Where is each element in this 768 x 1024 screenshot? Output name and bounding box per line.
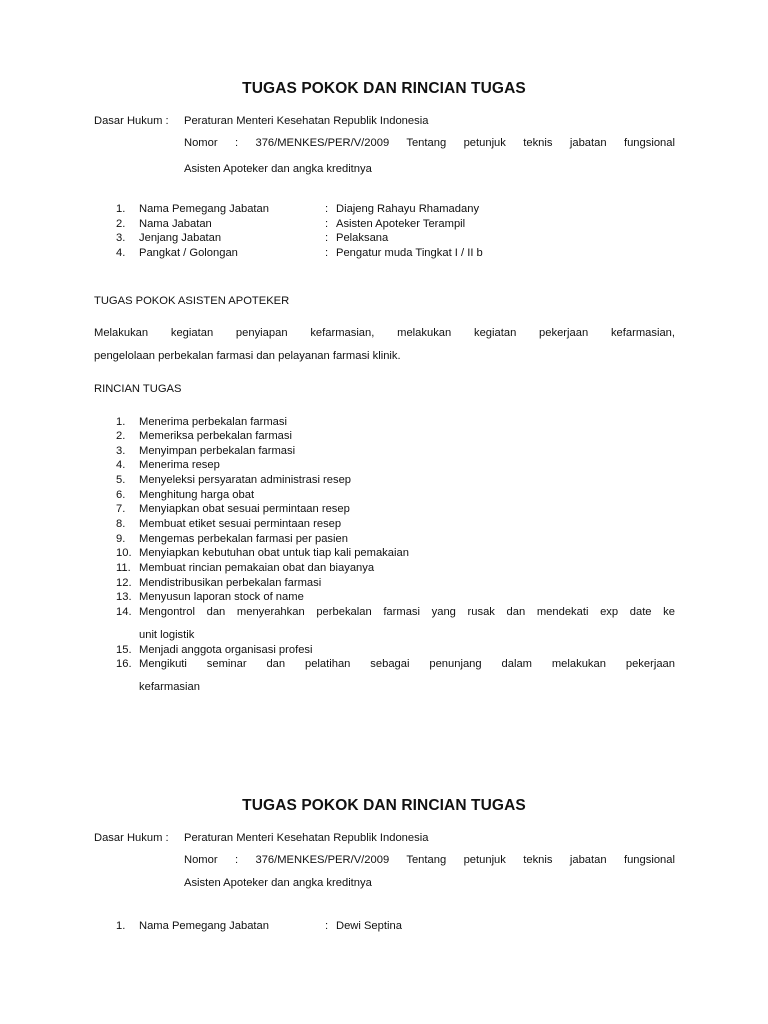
rincian-item: Menerima resep [139,459,220,471]
dasar-hukum-line-3: Asisten Apoteker dan angka kreditnya [184,163,372,175]
dasar-hukum-line-2: Nomor : 376/MENKES/PER/V/2009 Tentang petunjuk teknis jabatan fungsional [184,854,675,866]
rincian-item-continuation: kefarmasian [139,681,200,693]
document-2 [0,760,768,1024]
identitas-number: 4. [116,247,126,259]
rincian-item: Mengemas perbekalan farmasi per pasien [139,533,348,545]
rincian-number: 3. [116,445,126,457]
identitas-value: Dewi Septina [336,920,402,932]
identitas-number: 1. [116,920,126,932]
rincian-item: Mendistribusikan perbekalan farmasi [139,577,322,589]
identitas-colon: : [325,247,329,259]
rincian-item: Menghitung harga obat [139,489,255,501]
identitas-number: 2. [116,218,126,230]
rincian-item: Mengontrol dan menyerahkan perbekalan farmasi yang rusak dan mendekati exp date ke [139,606,675,618]
identitas-value: Asisten Apoteker Terampil [336,218,466,230]
rincian-number: 2. [116,430,126,442]
identitas-colon: : [325,203,329,215]
rincian-item: Membuat etiket sesuai permintaan resep [139,518,342,530]
rincian-number: 4. [116,459,126,471]
rincian-item: Menjadi anggota organisasi profesi [139,644,313,656]
rincian-number: 13. [116,591,132,603]
identitas-label: Nama Jabatan [139,218,212,230]
rincian-item: Menerima perbekalan farmasi [139,416,287,428]
rincian-item: Membuat rincian pemakaian obat dan biayanya [139,562,375,574]
rincian-item: Menyiapkan obat sesuai permintaan resep [139,503,350,515]
dasar-hukum-line-1: Peraturan Menteri Kesehatan Republik Indonesia [184,832,429,844]
dasar-hukum-label: Dasar Hukum : [94,115,169,127]
rincian-item: Mengikuti seminar dan pelatihan sebagai penunjang dalam melakukan pekerjaan [139,658,675,670]
identitas-label: Nama Pemegang Jabatan [139,203,269,215]
document-title: TUGAS POKOK DAN RINCIAN TUGAS [242,797,526,814]
rincian-number: 7. [116,503,126,515]
identitas-label: Jenjang Jabatan [139,232,222,244]
identitas-value: Diajeng Rahayu Rhamadany [336,203,480,215]
rincian-item: Memeriksa perbekalan farmasi [139,430,292,442]
rincian-item: Menyiapkan kebutuhan obat untuk tiap kali pemakaian [139,547,409,559]
dasar-hukum-line-1: Peraturan Menteri Kesehatan Republik Indonesia [184,115,429,127]
rincian-number: 5. [116,474,126,486]
rincian-number: 8. [116,518,126,530]
rincian-item: Menyimpan perbekalan farmasi [139,445,296,457]
identitas-value: Pengatur muda Tingkat I / II b [336,247,483,259]
identitas-label: Pangkat / Golongan [139,247,238,259]
rincian-number: 10. [116,547,132,559]
rincian-number: 15. [116,644,132,656]
document-title: TUGAS POKOK DAN RINCIAN TUGAS [242,80,526,97]
identitas-colon: : [325,218,329,230]
identitas-number: 1. [116,203,126,215]
rincian-number: 9. [116,533,126,545]
rincian-number: 14. [116,606,132,618]
rincian-number: 6. [116,489,126,501]
identitas-colon: : [325,232,329,244]
rincian-item: Menyeleksi persyaratan administrasi resep [139,474,352,486]
identitas-value: Pelaksana [336,232,389,244]
identitas-label: Nama Pemegang Jabatan [139,920,269,932]
rincian-number: 12. [116,577,132,589]
rincian-number: 11. [116,562,131,574]
tugas-pokok-paragraph-line-1: Melakukan kegiatan penyiapan kefarmasian, melakukan kegiatan pekerjaan kefarmasian, [94,327,675,339]
identitas-number: 3. [116,232,126,244]
identitas-colon: : [325,920,329,932]
dasar-hukum-label: Dasar Hukum : [94,832,169,844]
tugas-pokok-heading: TUGAS POKOK ASISTEN APOTEKER [94,295,290,307]
rincian-heading: RINCIAN TUGAS [94,383,182,395]
tugas-pokok-paragraph-line-2: pengelolaan perbekalan farmasi dan pelayanan farmasi klinik. [94,350,401,362]
rincian-number: 16. [116,658,132,670]
dasar-hukum-line-3: Asisten Apoteker dan angka kreditnya [184,877,372,889]
rincian-item-continuation: unit logistik [139,629,195,641]
dasar-hukum-line-2: Nomor : 376/MENKES/PER/V/2009 Tentang petunjuk teknis jabatan fungsional [184,137,675,149]
rincian-item: Menyusun laporan stock of name [139,591,304,603]
rincian-number: 1. [116,416,126,428]
